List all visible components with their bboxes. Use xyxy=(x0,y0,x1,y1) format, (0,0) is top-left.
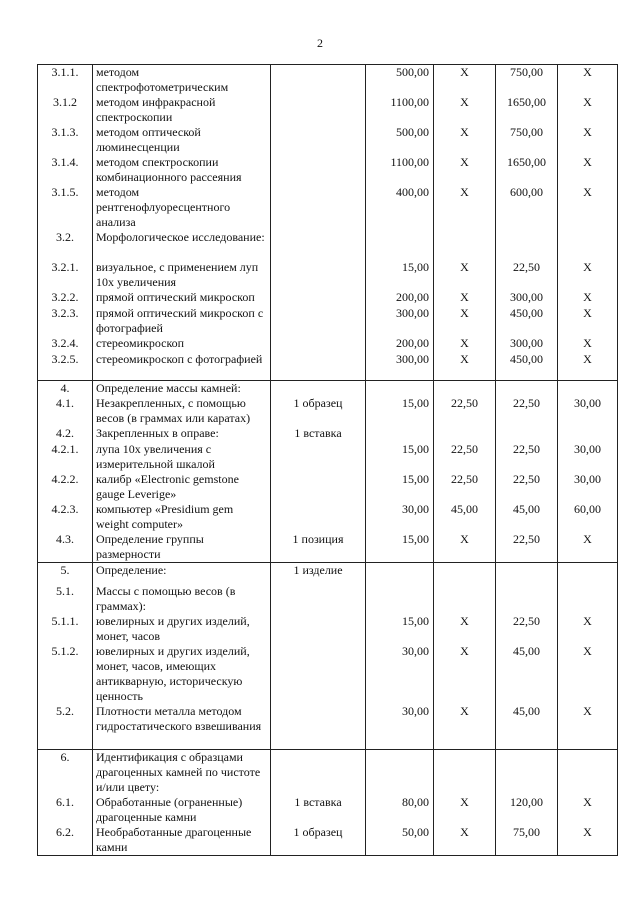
cell-price-4: 30,00 xyxy=(558,396,618,426)
cell-price-3 xyxy=(496,230,558,260)
cell-number: 3.1.2 xyxy=(38,95,93,125)
cell-number: 4.2.2. xyxy=(38,472,93,502)
cell-price-1 xyxy=(366,584,434,614)
cell-price-1: 30,00 xyxy=(366,644,434,704)
cell-description: Определение: xyxy=(93,562,271,584)
cell-price-1: 200,00 xyxy=(366,336,434,352)
cell-description: Морфологическое исследование: xyxy=(93,230,271,260)
cell-description: Незакрепленных, с помощью весов (в граммах или каратах) xyxy=(93,396,271,426)
cell-price-1 xyxy=(366,380,434,396)
cell-price-4 xyxy=(558,749,618,795)
cell-price-3: 22,50 xyxy=(496,614,558,644)
cell-price-2 xyxy=(434,584,496,614)
cell-price-4: X xyxy=(558,290,618,306)
cell-unit xyxy=(271,380,366,396)
cell-description: методом спектрофотометрическим xyxy=(93,65,271,96)
table-row xyxy=(38,65,618,96)
cell-price-4: 30,00 xyxy=(558,442,618,472)
cell-price-2: X xyxy=(434,290,496,306)
cell-number: 4.3. xyxy=(38,532,93,563)
cell-number: 3.2.4. xyxy=(38,336,93,352)
cell-price-3 xyxy=(496,562,558,584)
cell-price-3: 45,00 xyxy=(496,704,558,749)
cell-price-1: 30,00 xyxy=(366,502,434,532)
cell-description: Определение группы размерности xyxy=(93,532,271,563)
cell-price-4: X xyxy=(558,532,618,563)
cell-price-3: 600,00 xyxy=(496,185,558,230)
cell-price-2: X xyxy=(434,704,496,749)
cell-unit xyxy=(271,306,366,336)
cell-unit: 1 вставка xyxy=(271,795,366,825)
cell-price-4: X xyxy=(558,185,618,230)
cell-unit: 1 позиция xyxy=(271,532,366,563)
cell-number: 3.2. xyxy=(38,230,93,260)
cell-description: Обработанные (ограненные) драгоценные камни xyxy=(93,795,271,825)
cell-price-2: 22,50 xyxy=(434,442,496,472)
table-row xyxy=(38,644,618,704)
table-row xyxy=(38,352,618,380)
cell-number: 3.1.1. xyxy=(38,65,93,96)
cell-description: стереомикроскоп с фотографией xyxy=(93,352,271,380)
cell-price-4 xyxy=(558,230,618,260)
cell-unit xyxy=(271,502,366,532)
cell-price-1: 300,00 xyxy=(366,352,434,380)
cell-unit: 1 изделие xyxy=(271,562,366,584)
cell-price-2: X xyxy=(434,795,496,825)
table-row xyxy=(38,442,618,472)
cell-unit xyxy=(271,155,366,185)
table-row xyxy=(38,825,618,856)
cell-description: стереомикроскоп xyxy=(93,336,271,352)
cell-unit xyxy=(271,442,366,472)
cell-price-4: X xyxy=(558,336,618,352)
table-row xyxy=(38,260,618,290)
cell-description: методом инфракрасной спектроскопии xyxy=(93,95,271,125)
cell-price-1 xyxy=(366,749,434,795)
cell-price-4: X xyxy=(558,95,618,125)
cell-price-3: 75,00 xyxy=(496,825,558,856)
cell-price-3: 750,00 xyxy=(496,125,558,155)
cell-price-3: 1650,00 xyxy=(496,95,558,125)
cell-price-2: X xyxy=(434,532,496,563)
cell-unit xyxy=(271,352,366,380)
cell-number: 6.2. xyxy=(38,825,93,856)
cell-description: методом рентгенофлуоресцентного анализа xyxy=(93,185,271,230)
cell-price-2: X xyxy=(434,614,496,644)
cell-number: 3.1.4. xyxy=(38,155,93,185)
cell-unit xyxy=(271,290,366,306)
cell-price-4: X xyxy=(558,260,618,290)
cell-description: ювелирных и других изделий, монет, часов xyxy=(93,614,271,644)
cell-description: Закрепленных в оправе: xyxy=(93,426,271,442)
cell-price-1: 200,00 xyxy=(366,290,434,306)
cell-number: 3.2.2. xyxy=(38,290,93,306)
table-row xyxy=(38,396,618,426)
cell-description: ювелирных и других изделий, монет, часов, имеющих антикварную, историческую ценность xyxy=(93,644,271,704)
cell-price-1: 15,00 xyxy=(366,260,434,290)
cell-price-1: 300,00 xyxy=(366,306,434,336)
cell-price-3 xyxy=(496,426,558,442)
table-row xyxy=(38,230,618,260)
page-number: 2 xyxy=(317,36,323,50)
cell-unit xyxy=(271,704,366,749)
table-row xyxy=(38,472,618,502)
table-row xyxy=(38,502,618,532)
cell-price-3 xyxy=(496,749,558,795)
cell-price-3: 22,50 xyxy=(496,260,558,290)
table-row xyxy=(38,704,618,749)
cell-price-2: 45,00 xyxy=(434,502,496,532)
cell-price-4: X xyxy=(558,306,618,336)
cell-description: Плотности металла методом гидростатического взвешивания xyxy=(93,704,271,749)
cell-price-2: X xyxy=(434,306,496,336)
cell-price-1: 15,00 xyxy=(366,472,434,502)
cell-unit xyxy=(271,336,366,352)
cell-price-3: 22,50 xyxy=(496,472,558,502)
cell-price-2: 22,50 xyxy=(434,396,496,426)
cell-price-4: X xyxy=(558,614,618,644)
cell-price-2 xyxy=(434,380,496,396)
table-row xyxy=(38,125,618,155)
cell-unit xyxy=(271,65,366,96)
table-row xyxy=(38,290,618,306)
cell-description: Идентификация с образцами драгоценных камней по чистоте и/или цвету: xyxy=(93,749,271,795)
cell-number: 5.1. xyxy=(38,584,93,614)
cell-price-4: X xyxy=(558,352,618,380)
cell-price-3: 45,00 xyxy=(496,502,558,532)
cell-price-1: 15,00 xyxy=(366,396,434,426)
cell-price-2: X xyxy=(434,95,496,125)
cell-price-1: 500,00 xyxy=(366,125,434,155)
cell-price-2: X xyxy=(434,185,496,230)
cell-price-4: 30,00 xyxy=(558,472,618,502)
table-row xyxy=(38,306,618,336)
cell-price-2: X xyxy=(434,155,496,185)
cell-unit xyxy=(271,614,366,644)
cell-unit xyxy=(271,584,366,614)
table-row xyxy=(38,614,618,644)
table-row xyxy=(38,185,618,230)
cell-price-2 xyxy=(434,426,496,442)
cell-price-3: 120,00 xyxy=(496,795,558,825)
cell-unit xyxy=(271,185,366,230)
cell-price-2: X xyxy=(434,352,496,380)
cell-price-1: 1100,00 xyxy=(366,155,434,185)
cell-unit: 1 вставка xyxy=(271,426,366,442)
cell-number: 5. xyxy=(38,562,93,584)
cell-description: методом спектроскопии комбинационного рассеяния xyxy=(93,155,271,185)
cell-number: 4. xyxy=(38,380,93,396)
cell-number: 6.1. xyxy=(38,795,93,825)
cell-price-1: 50,00 xyxy=(366,825,434,856)
cell-description: Массы с помощью весов (в граммах): xyxy=(93,584,271,614)
cell-price-4: X xyxy=(558,825,618,856)
cell-number: 4.1. xyxy=(38,396,93,426)
cell-number: 4.2.1. xyxy=(38,442,93,472)
cell-price-3: 45,00 xyxy=(496,644,558,704)
cell-price-4: 60,00 xyxy=(558,502,618,532)
cell-price-4: X xyxy=(558,795,618,825)
cell-price-1 xyxy=(366,562,434,584)
cell-price-1: 15,00 xyxy=(366,442,434,472)
cell-price-4 xyxy=(558,584,618,614)
cell-price-2 xyxy=(434,230,496,260)
cell-unit xyxy=(271,260,366,290)
cell-description: компьютер «Presidium gem weight computer» xyxy=(93,502,271,532)
cell-unit: 1 образец xyxy=(271,825,366,856)
cell-description: методом оптической люминесценции xyxy=(93,125,271,155)
cell-price-3: 750,00 xyxy=(496,65,558,96)
table-row xyxy=(38,155,618,185)
cell-price-4 xyxy=(558,380,618,396)
cell-number: 4.2. xyxy=(38,426,93,442)
cell-price-2: X xyxy=(434,644,496,704)
cell-price-2: X xyxy=(434,125,496,155)
cell-price-4 xyxy=(558,562,618,584)
cell-description: прямой оптический микроскоп с фотографией xyxy=(93,306,271,336)
cell-price-1: 15,00 xyxy=(366,614,434,644)
cell-price-2: 22,50 xyxy=(434,472,496,502)
cell-price-1: 400,00 xyxy=(366,185,434,230)
cell-unit xyxy=(271,749,366,795)
cell-number: 3.2.5. xyxy=(38,352,93,380)
cell-price-3: 450,00 xyxy=(496,352,558,380)
table-row xyxy=(38,532,618,563)
cell-description: Необработанные драгоценные камни xyxy=(93,825,271,856)
cell-number: 5.2. xyxy=(38,704,93,749)
cell-unit xyxy=(271,230,366,260)
cell-price-3: 300,00 xyxy=(496,336,558,352)
cell-unit xyxy=(271,95,366,125)
cell-number: 6. xyxy=(38,749,93,795)
cell-number: 3.1.3. xyxy=(38,125,93,155)
cell-price-4: X xyxy=(558,65,618,96)
table-row xyxy=(38,95,618,125)
cell-number: 3.2.3. xyxy=(38,306,93,336)
cell-price-3: 450,00 xyxy=(496,306,558,336)
cell-price-2: X xyxy=(434,65,496,96)
cell-price-1: 1100,00 xyxy=(366,95,434,125)
table-row xyxy=(38,584,618,614)
cell-price-2: X xyxy=(434,336,496,352)
table-row xyxy=(38,749,618,795)
cell-description: визуальное, с применением луп 10х увеличения xyxy=(93,260,271,290)
cell-price-2 xyxy=(434,749,496,795)
cell-price-3: 22,50 xyxy=(496,396,558,426)
cell-description: Определение массы камней: xyxy=(93,380,271,396)
cell-price-1: 500,00 xyxy=(366,65,434,96)
cell-price-4 xyxy=(558,426,618,442)
cell-price-1 xyxy=(366,230,434,260)
cell-unit xyxy=(271,644,366,704)
cell-price-1: 30,00 xyxy=(366,704,434,749)
cell-number: 5.1.2. xyxy=(38,644,93,704)
cell-price-3: 22,50 xyxy=(496,442,558,472)
cell-price-3: 1650,00 xyxy=(496,155,558,185)
cell-price-1 xyxy=(366,426,434,442)
cell-description: лупа 10х увеличения с измерительной шкалой xyxy=(93,442,271,472)
cell-price-3: 22,50 xyxy=(496,532,558,563)
cell-number: 3.2.1. xyxy=(38,260,93,290)
cell-price-1: 80,00 xyxy=(366,795,434,825)
table-row xyxy=(38,795,618,825)
cell-unit xyxy=(271,472,366,502)
cell-unit xyxy=(271,125,366,155)
cell-price-3 xyxy=(496,584,558,614)
cell-number: 5.1.1. xyxy=(38,614,93,644)
cell-price-2: X xyxy=(434,260,496,290)
cell-description: калибр «Electronic gemstone gauge Leverige» xyxy=(93,472,271,502)
price-table xyxy=(37,64,618,856)
cell-number: 3.1.5. xyxy=(38,185,93,230)
cell-price-3: 300,00 xyxy=(496,290,558,306)
cell-price-1: 15,00 xyxy=(366,532,434,563)
cell-price-2: X xyxy=(434,825,496,856)
cell-price-4: X xyxy=(558,644,618,704)
cell-unit: 1 образец xyxy=(271,396,366,426)
table-row xyxy=(38,426,618,442)
cell-price-4: X xyxy=(558,704,618,749)
cell-price-4: X xyxy=(558,155,618,185)
table-row xyxy=(38,380,618,396)
cell-description: прямой оптический микроскоп xyxy=(93,290,271,306)
table-row xyxy=(38,336,618,352)
cell-number: 4.2.3. xyxy=(38,502,93,532)
cell-price-3 xyxy=(496,380,558,396)
cell-price-4: X xyxy=(558,125,618,155)
table-row xyxy=(38,562,618,584)
cell-price-2 xyxy=(434,562,496,584)
